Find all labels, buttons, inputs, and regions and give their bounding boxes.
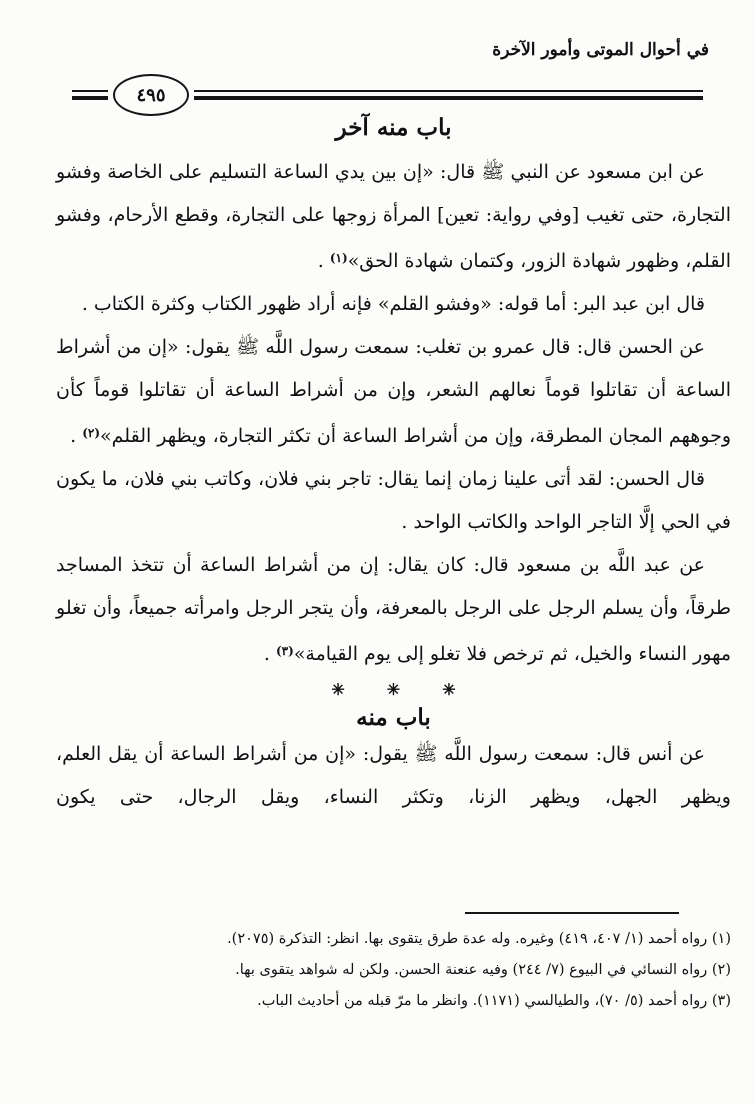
footnote-marker-2: (٢) bbox=[82, 426, 101, 440]
footnote-3: (٣) رواه أحمد (٥/ ٧٠)، والطيالسي (١١٧١). وانظر ما مرّ قبله من أحاديث الباب. bbox=[257, 993, 731, 1009]
footnote-2: (٢) رواه النسائي في البيوع (٧/ ٢٤٤) وفيه عنعنة الحسن. ولكن له شواهد يتقوى بها. bbox=[235, 962, 731, 978]
paragraph-text: قال ابن عبد البر: أما قوله: «وفشو القلم» فإنه أراد ظهور الكتاب وكثرة الكتاب . bbox=[81, 293, 705, 315]
paragraph-text: عن عبد اللَّه بن مسعود قال: كان يقال: إن من أشراط الساعة أن تتخذ المساجد طرقاً، وأن يسلم الرجل على الرجل بالمعرفة، وأن يتجر الرجل وامرأته جميعاً، وأن تغلو مهور النساء والخيل، ثم ترخص فلا تغلو إلى يوم القيامة» bbox=[56, 554, 731, 665]
asterisk-icon: ✳ bbox=[442, 680, 456, 699]
footnotes-block bbox=[56, 912, 731, 1017]
paragraph-hadith-2 bbox=[56, 326, 731, 458]
running-head-book-title: في أحوال الموتى وأمور الآخرة bbox=[492, 40, 709, 60]
paragraph-text: عن ابن مسعود عن النبي ﷺ قال: «إن بين يدي الساعة التسليم على الخاصة وفشو التجارة، حتى تغيب [وفي رواية: تعين] المرأة زوجها على التجارة، وقطع الأرحام، وفشو القلم، وظهور شهادة الزور، وكتمان شهادة الحق» bbox=[56, 161, 731, 272]
asterisk-icon: ✳ bbox=[386, 680, 401, 699]
paragraph-hadith-3 bbox=[56, 544, 731, 676]
paragraph-hadith-4 bbox=[56, 733, 731, 819]
rule-right-segment bbox=[194, 90, 703, 100]
paragraph-text: قال الحسن: لقد أتى علينا زمان إنما يقال: تاجر بني فلان، وكاتب بني فلان، ما يكون في الحي إلَّا التاجر الواحد والكاتب الواحد . bbox=[56, 468, 731, 533]
paragraph-text: عن الحسن قال: قال عمرو بن تغلب: سمعت رسول اللَّه ﷺ يقول: «إن من أشراط الساعة أن تقاتلوا قوماً نعالهم الشعر، وإن من أشراط الساعة أن تقاتلوا قوماً كأن وجوههم المجان المطرقة، وإن من أشراط الساعة أن تكثر التجارة، ويظهر القلم» bbox=[56, 336, 731, 447]
footnotes-separator-rule bbox=[465, 912, 679, 914]
paragraph-text: عن أنس قال: سمعت رسول اللَّه ﷺ يقول: «إن من أشراط الساعة أن يقل العلم، ويظهر الجهل، ويظهر الزنا، وتكثر النساء، ويقل الرجال، حتى يكون bbox=[56, 743, 731, 808]
paragraph-commentary-2 bbox=[56, 458, 731, 544]
paragraph-tail: . bbox=[70, 425, 83, 447]
section-separator bbox=[56, 680, 731, 700]
main-text-column bbox=[0, 108, 755, 819]
chapter-title-2: باب منه bbox=[356, 704, 431, 731]
page-number: ٤٩٥ bbox=[136, 84, 166, 106]
rule-left-segment bbox=[72, 90, 108, 100]
paragraph-commentary-1 bbox=[56, 283, 731, 326]
paragraph-tail: . bbox=[263, 643, 276, 665]
footnote-1: (١) رواه أحمد (١/ ٤٠٧، ٤١٩) وغيره. وله عدة طرق يتقوى بها. انظر: التذكرة (٢٠٧٥). bbox=[227, 931, 731, 947]
chapter-title-1: باب منه آخر bbox=[335, 114, 452, 141]
footnote-marker-1: (١) bbox=[329, 251, 348, 265]
paragraph-tail: . bbox=[317, 250, 330, 272]
asterisk-icon: ✳ bbox=[331, 680, 345, 699]
paragraph-hadith-1 bbox=[56, 151, 731, 283]
footnote-marker-3: (٣) bbox=[275, 644, 294, 658]
